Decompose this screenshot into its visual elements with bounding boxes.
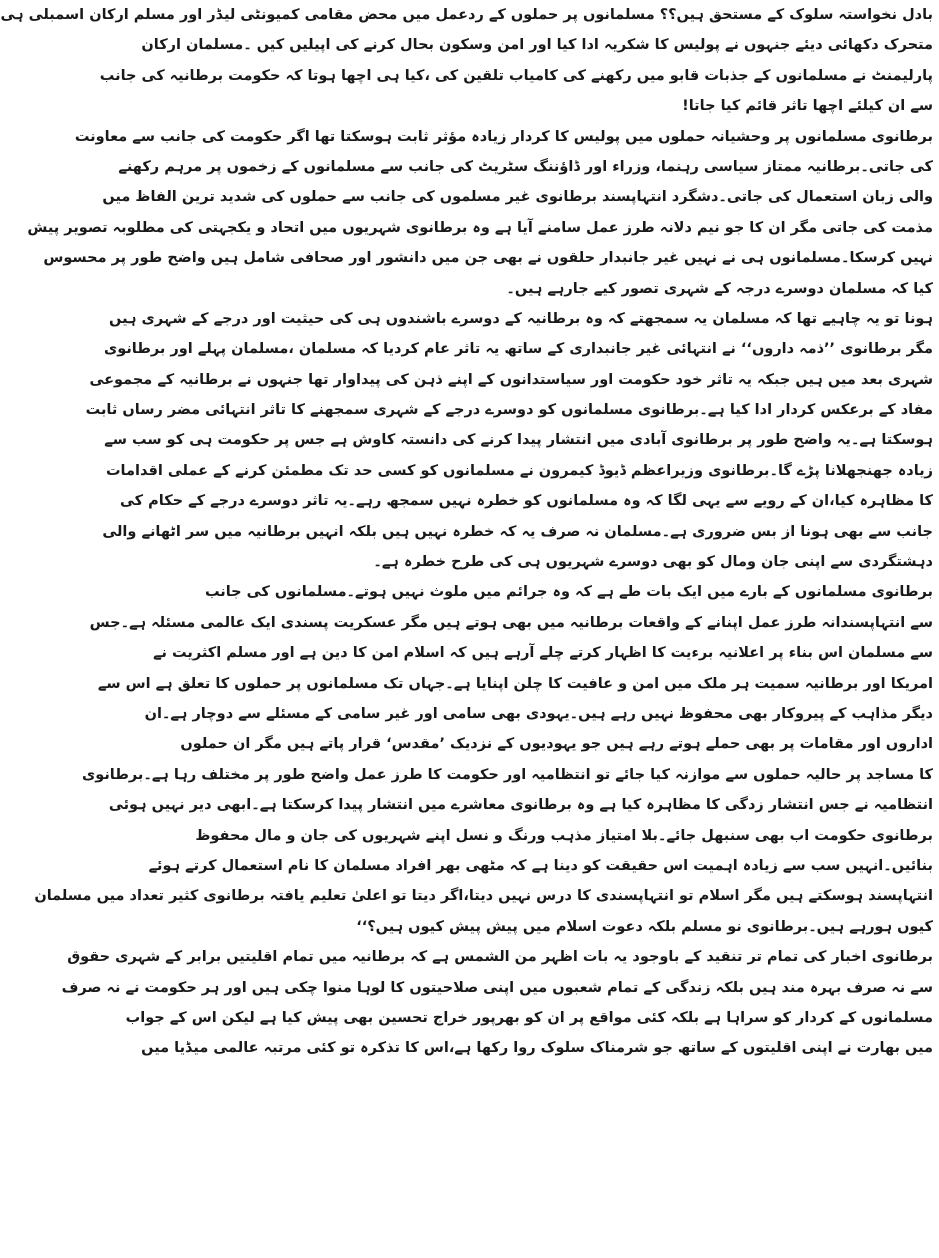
paragraph-line: متحرک دکھائی دیئے جنہوں نے پولیس کا شکریہ ادا کیا اور امن وسکون بحال کرنے کی اپیلیں کیں ۔مسلمان ارکان: [141, 37, 933, 54]
article-paragraph: [27, 122, 933, 304]
paragraph-line: سے مسلمان اس بناء پر اعلانیہ برءیت کا اظہار کرتے چلے آرہے ہیں کہ اسلام امن کا دین ہے اور مسلم اکثریت نے: [153, 645, 933, 662]
paragraph-line: بادل نخواستہ سلوک کے مستحق ہیں؟؟ مسلمانوں پر حملوں کے ردعمل میں محض مقامی کمیونٹی لیڈر اور مسلم ارکان اسمبلی ہی: [0, 7, 933, 23]
paragraph-line: انتہاپسند ہوسکتے ہیں مگر اسلام تو انتہاپسندی کا درس نہیں دیتا،اگر دیتا تو اعلیٰ تعلیم یافتہ برطانوی کثیر تعداد میں مسلمان: [34, 888, 933, 905]
paragraph-line: مسلمانوں کے کردار کو سراہا ہے بلکہ کئی مواقع پر ان کو بھرپور خراج تحسین بھی پیش کیا ہے لیکن اس کے جواب: [125, 1009, 933, 1026]
paragraph-line: والی زبان استعمال کی جاتی۔دشگرد انتہاپسند برطانوی غیر مسلموں کی جانب سے حملوں کی شدید ترین الفاظ میں: [102, 189, 933, 206]
paragraph-line: ہونا تو یہ چاہیے تھا کہ مسلمان یہ سمجھتے کہ وہ برطانیہ کے دوسرے باشندوں ہی کی حیثیت اور درجے کے شہری ہیں: [109, 310, 933, 327]
paragraph-line: کا مظاہرہ کیا،ان کے رویے سے یہی لگا کہ وہ مسلمانوں کو خطرہ نہیں سمجھ رہے۔یہ تاثر دوسرے درجے کے حکام کی: [120, 493, 933, 510]
paragraph-line: کی جاتی۔برطانیہ ممتاز سیاسی رہنما، وزراء اور ڈاؤننگ سٹریٹ کی جانب سے مسلمانوں کے زخموں پر مرہم رکھنے: [118, 158, 933, 175]
paragraph-line: شہری بعد میں ہیں جبکہ یہ تاثر خود حکومت اور سیاستدانوں کے اپنے ذہن کی پیداوار تھا جنہوں نے برطانیہ کے مجموعی: [89, 371, 933, 388]
paragraph-line: جانب سے بھی ہونا از بس ضروری ہے۔مسلمان نہ صرف یہ کہ خطرہ نہیں ہیں بلکہ انہیں برطانیہ میں سر اٹھانے والی: [102, 523, 933, 540]
paragraph-line: دہشتگردی سے اپنی جان ومال کو بھی دوسرے شہریوں ہی کی طرح خطرہ ہے۔: [373, 554, 933, 571]
paragraph-line: سے انتہاپسندانہ طرز عمل اپنانے کے واقعات برطانیہ میں بھی ہوتے ہیں مگر عسکریت پسندی ایک عالمی مسئلہ ہے۔جس: [89, 614, 933, 631]
paragraph-line: انتظامیہ نے جس انتشار زدگی کا مظاہرہ کیا ہے وہ برطانوی معاشرے میں انتشار پیدا کرسکتا ہے۔ابھی دیر نہیں ہوئی: [108, 797, 933, 814]
paragraph-line: پارلیمنٹ نے مسلمانوں کے جذبات قابو میں رکھنے کی کامیاب تلقین کی ،کیا ہی اچھا ہوتا کہ حکومت برطانیہ کی جانب: [99, 67, 933, 84]
paragraph-line: میں بھارت نے اپنی اقلیتوں کے ساتھ جو شرمناک سلوک روا رکھا ہے،اس کا تذکرہ تو کئی مرتبہ عالمی میڈیا میں: [141, 1040, 933, 1057]
article-paragraph: [0, 0, 933, 122]
paragraph-line: اداروں اور مقامات پر بھی حملے ہوتے رہے ہیں جو یہودیوں کے نزدیک ’مقدس‘ قرار پاتے ہیں مگر ان حملوں: [180, 736, 933, 753]
paragraph-line: برطانوی مسلمانوں کے بارے میں ایک بات طے ہے کہ وہ جرائم میں ملوث نہیں ہوتے۔مسلمانوں کی جانب: [204, 584, 933, 601]
paragraph-line: مگر برطانوی ’’ذمہ داروں‘‘ نے انتہائی غیر جانبداری کے ساتھ یہ تاثر عام کردیا کہ مسلمان ،مسلمان پہلے اور برطانوی: [103, 341, 933, 358]
paragraph-line: کیوں ہورہے ہیں۔برطانوی نو مسلم بلکہ دعوت اسلام میں پیش پیش کیوں ہیں؟‘‘: [356, 918, 933, 935]
paragraph-line: بنائیں۔انہیں سب سے زیادہ اہمیت اس حقیقت کو دینا ہے کہ مٹھی بھر افراد مسلمان کا نام استعمال کرتے ہوئے: [148, 857, 933, 874]
paragraph-line: ہوسکتا ہے۔یہ واضح طور پر برطانوی آبادی میں انتشار پیدا کرنے کی دانستہ کاوش ہے جس پر حکومت ہی کو سب سے: [104, 432, 933, 449]
paragraph-line: مفاد کے برعکس کردار ادا کیا ہے۔برطانوی مسلمانوں کو دوسرے درجے کے شہری سمجھنے کا تاثر انتہائی مضر رساں ثابت: [85, 402, 933, 419]
paragraph-line: کا مساجد پر حالیہ حملوں سے موازنہ کیا جائے تو انتظامیہ اور حکومت کا طرز عمل واضح طور پر مختلف رہا ہے۔برطانوی: [81, 766, 933, 783]
article-paragraph: [34, 577, 933, 942]
paragraph-line: دیگر مذاہب کے پیروکار بھی محفوظ نہیں رہے ہیں۔یہودی بھی سامی اور غیر سامی کے مسئلے سے دوچار ہے۔ان: [144, 705, 933, 722]
paragraph-line: برطانوی حکومت اب بھی سنبھل جائے۔بلا امتیاز مذہب ورنگ و نسل اپنے شہریوں کی جان و مال محفوظ: [195, 827, 933, 844]
paragraph-line: برطانوی اخبار کی تمام تر تنقید کے باوجود یہ بات اظہر من الشمس ہے کہ برطانیہ میں تمام اقلیتیں برابر کے شہری حقوق: [67, 949, 933, 966]
paragraph-line: مذمت کی جاتی مگر ان کا جو نیم دلانہ طرز عمل سامنے آیا ہے وہ برطانوی شہریوں میں اتحاد و یکجہتی کی مطلوبہ تصویر پیش: [27, 219, 933, 236]
paragraph-line: سے نہ صرف بہرہ مند ہیں بلکہ زندگی کے تمام شعبوں میں اپنی صلاحیتوں کا لوہا منوا چکی ہیں اور ہر حکومت نے نہ صرف: [61, 979, 933, 996]
paragraph-line: زیادہ جھنجھلانا پڑے گا۔برطانوی وزیراعظم ڈیوڈ کیمرون نے مسلمانوں کو کسی حد تک مطمئن کرنے کے عملی اقدامات: [105, 462, 933, 479]
paragraph-line: نہیں کرسکا۔مسلمانوں ہی نے نہیں غیر جانبدار حلقوں نے بھی جن میں دانشور اور صحافی شامل ہیں واضح طور پر محسوس: [43, 250, 933, 267]
article-paragraph: [85, 304, 933, 578]
paragraph-line: برطانوی مسلمانوں پر وحشیانہ حملوں میں پولیس کا کردار زیادہ مؤثر ثابت ہوسکتا تھا اگر حکومت کی جانب سے معاونت: [74, 128, 933, 145]
article-paragraph: [61, 942, 933, 1064]
paragraph-line: کیا کہ مسلمان دوسرے درجہ کے شہری تصور کیے جارہے ہیں۔: [506, 280, 933, 297]
paragraph-line: امریکا اور برطانیہ سمیت ہر ملک میں امن و عافیت کا چلن اپنایا ہے۔جہاں تک مسلمانوں پر حملوں کا تعلق ہے اس سے: [97, 675, 933, 692]
paragraph-line: سے ان کیلئے اچھا تاثر قائم کیا جاتا!: [682, 98, 933, 115]
